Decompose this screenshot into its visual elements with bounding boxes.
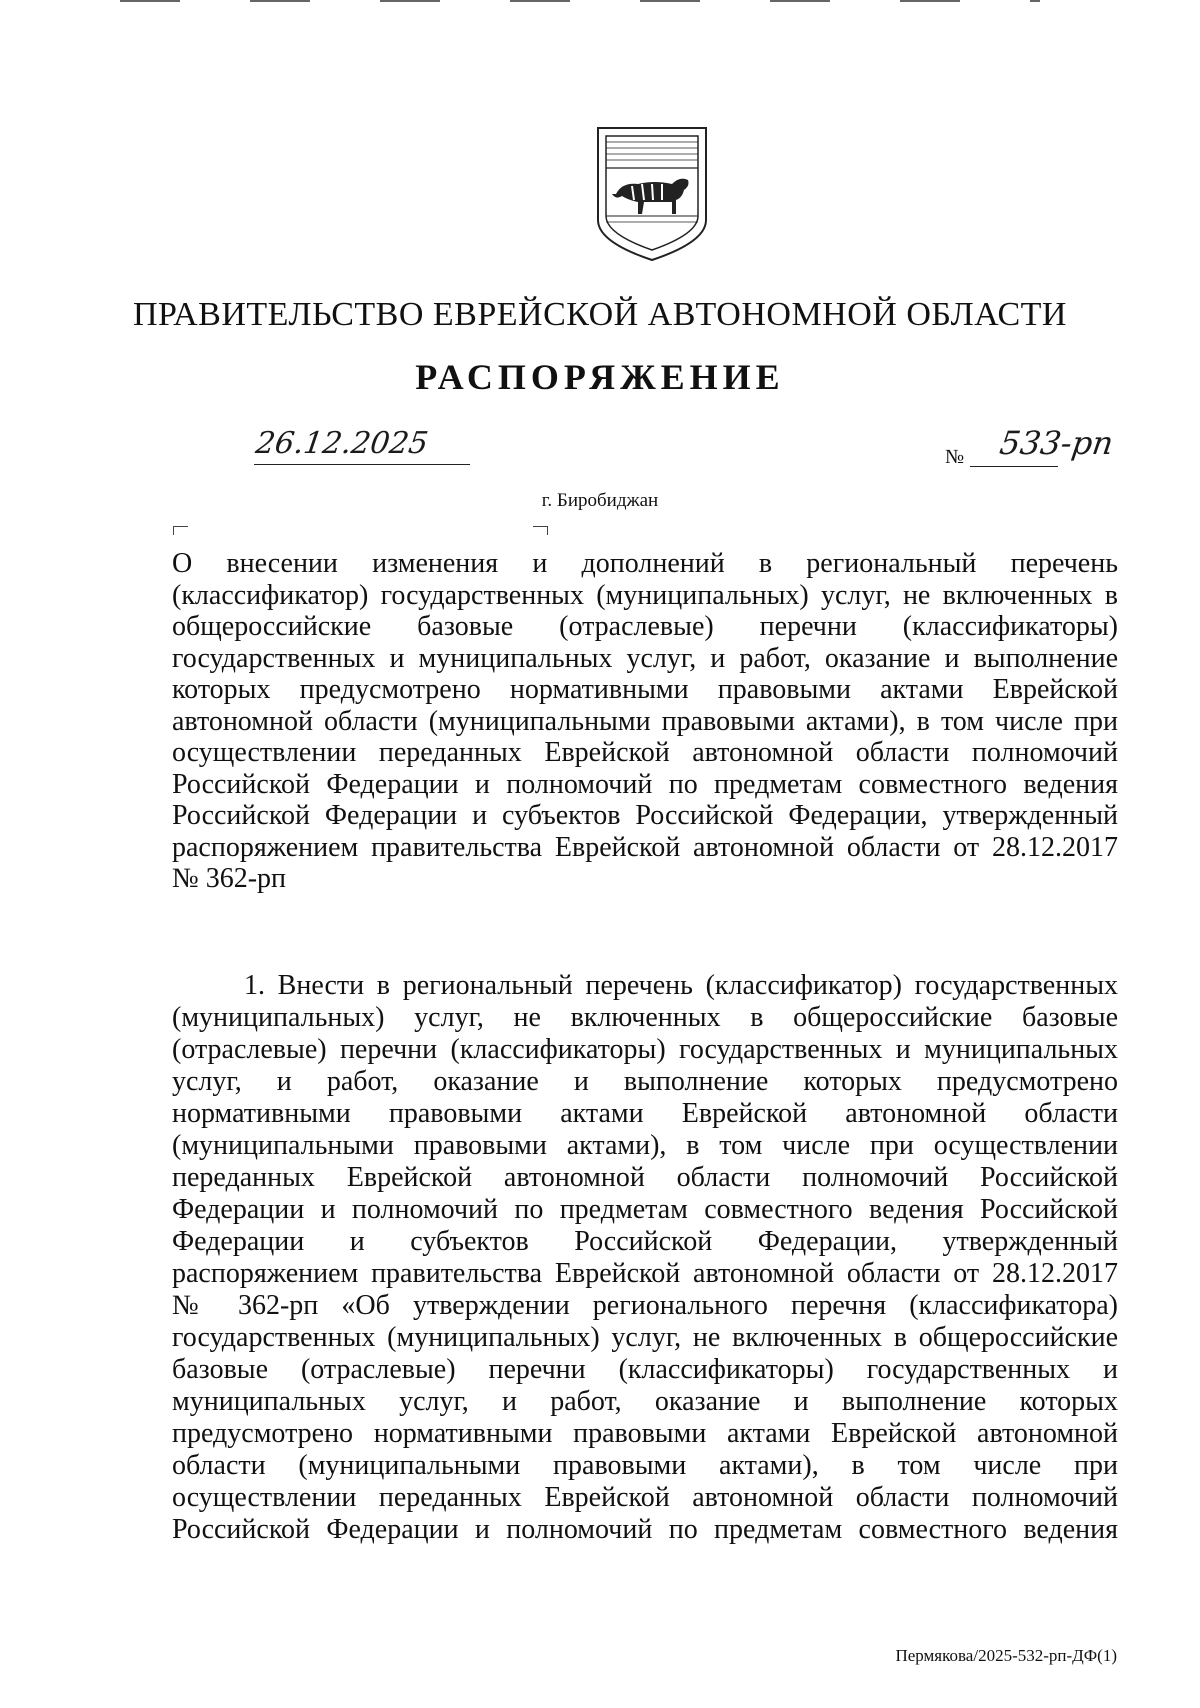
body-line: Федерации и субъектов Российской Федерации, утвержденный [172,1226,1118,1257]
body-line: 1. Внести в региональный перечень (классификатор) государственных [244,970,1118,1001]
subject-line: № 362-рп [172,863,287,894]
coat-of-arms-icon [592,124,712,264]
subject-line: (классификатор) государственных (муниципальных) услуг, не включенных в [172,579,1118,611]
subject-line: общероссийские базовые (отраслевые) перечни (классификаторы) [172,611,1118,642]
subject-line: Российской Федерации и полномочий по предметам совместного ведения [172,768,1118,800]
body-line: государственных (муниципальных) услуг, не включенных в общероссийские [172,1322,1118,1353]
body-line: муниципальных услуг, и работ, оказание и выполнение которых [172,1386,1118,1417]
handwritten-number: 533-рп [997,424,1116,462]
body-line: предусмотрено нормативными правовыми актами Еврейской автономной [172,1418,1118,1449]
body-line: осуществлении переданных Еврейской автономной области полномочий [172,1482,1118,1513]
body-line: базовые (отраслевые) перечни (классификаторы) государственных и [172,1354,1118,1385]
date-underline [254,464,470,465]
body-line: области (муниципальными правовыми актами), в том числе при [172,1450,1118,1481]
subject-line: Российской Федерации и субъектов Российской Федерации, утвержденный [172,800,1118,831]
subject-corner-left [173,526,188,535]
government-title: ПРАВИТЕЛЬСТВО ЕВРЕЙСКОЙ АВТОНОМНОЙ ОБЛАСТИ [132,296,1067,333]
body-line: нормативными правовыми актами Еврейской автономной области [172,1098,1118,1129]
body-line: Российской Федерации и полномочий по предметам совместного ведения [172,1514,1118,1545]
subject-corner-right [533,526,548,535]
body-line: переданных Еврейской автономной области полномочий Российской [172,1162,1118,1193]
subject-line: которых предусмотрено нормативными правовыми актами Еврейской [172,674,1118,705]
subject-line: распоряжением правительства Еврейской автономной области от 28.12.2017 [172,831,1118,863]
scan-top-edge [120,0,1040,2]
document-type-title: РАСПОРЯЖЕНИЕ [415,357,785,397]
subject-line: государственных и муниципальных услуг, и работ, оказание и выполнение [172,642,1118,674]
body-line: Федерации и полномочий по предметам совместного ведения Российской [172,1194,1118,1225]
subject-line: автономной области (муниципальными правовыми актами), в том числе при [172,705,1118,737]
handwritten-date: 26.12.2025 [253,426,431,461]
document-subject [172,548,1118,895]
city-name: г. Биробиджан [541,490,659,511]
body-line: услуг, и работ, оказание и выполнение которых предусмотрено [172,1066,1118,1097]
document-body [172,970,1118,1546]
footer-document-code: Пермякова/2025-532-рп-ДФ(1) [895,1646,1117,1665]
subject-line: осуществлении переданных Еврейской автономной области полномочий [172,737,1118,768]
body-line: (муниципальными правовыми актами), в том числе при осуществлении [172,1130,1118,1161]
body-line: № 362-рп «Об утверждении регионального перечня (классификатора) [172,1290,1118,1321]
body-line: (муниципальных) услуг, не включенных в общероссийские базовые [172,1002,1118,1033]
number-underline [970,466,1058,467]
subject-line: О внесении изменения и дополнений в региональный перечень [172,548,1118,579]
body-line: (отраслевые) перечни (классификаторы) государственных и муниципальных [172,1034,1118,1065]
number-label: № [945,446,965,468]
body-line: распоряжением правительства Еврейской автономной области от 28.12.2017 [172,1258,1118,1289]
